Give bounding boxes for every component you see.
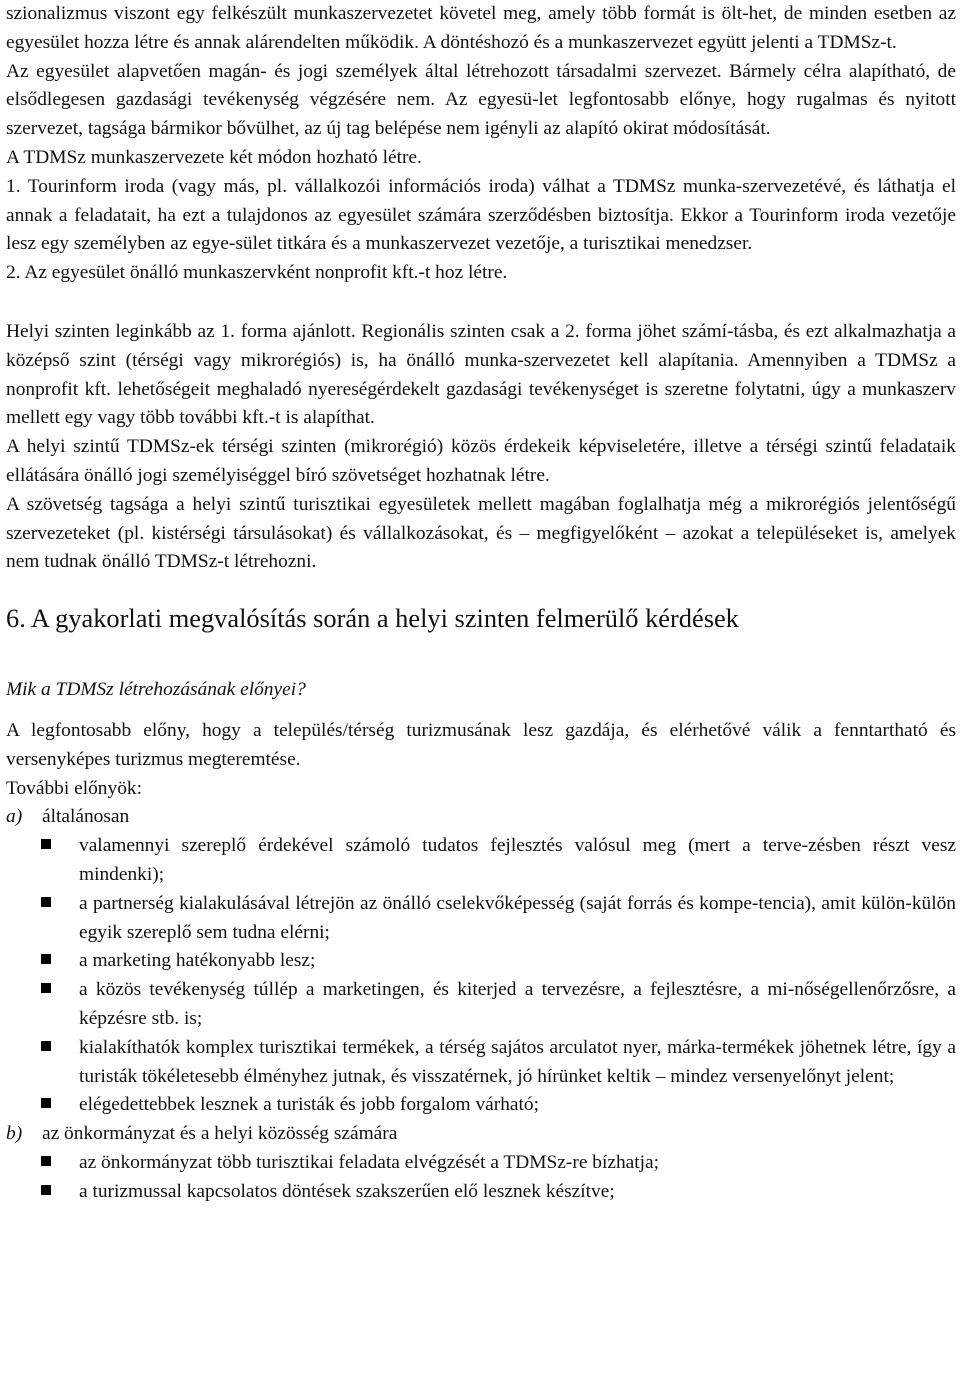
paragraph: A TDMSz munkaszervezete két módon hozható létre. (6, 146, 422, 168)
list-label: b) (6, 1123, 23, 1145)
paragraph: További előnyök: (6, 777, 142, 799)
paragraph: A legfontosabb előny, hogy a település/térség turizmusának lesz gazdája, és elérhetővé válik a fenntartható és versenyképes turizmus megteremtése. (6, 719, 956, 770)
paragraph: Helyi szinten leginkább az 1. forma ajánlott. Regionális szinten csak a 2. forma jöhet számí-tásba, és ezt alkalmazhatja a középső szint (térségi vagy mikrorégiós) is, ha önálló munka-szervezetet kell alapítania. Amennyiben a TDMSz a nonprofit kft. lehetőségeit meghaladó nyereségérdekelt gazdasági tevékenységet is szeretne folytatni, úgy a munkaszerv mellett egy vagy több további kft.-t is alapíthat. (6, 320, 956, 429)
numbered-item: 2. Az egyesület önálló munkaszervként nonprofit kft.-t hoz létre. (6, 262, 508, 284)
subheading: Mik a TDMSz létrehozásának előnyei? (6, 679, 306, 701)
paragraph: szionalizmus viszont egy felkészült munkaszervezetet követel meg, amely több formát is ölt-het, de minden esetben az egyesület hozza létre és annak alárendelten működik. A döntéshozó és a munkaszervezet együtt jelenti a TDMSz-t. (6, 3, 956, 53)
square-bullet-icon (41, 1185, 51, 1195)
list-item: a marketing hatékonyabb lesz; (6, 947, 956, 976)
numbered-item: 1. Tourinform iroda (vagy más, pl. vállalkozói információs iroda) válhat a TDMSz munka-szervezetévé, és láthatja el annak a feladatait, ha ezt a tulajdonos az egyesület számára szerződésben biztosítja. Ekkor a Tourinform iroda vezetője lesz egy személyben az egye-sület titkára és a munkaszervezet vezetője, a turisztikai menedzser. (6, 175, 956, 255)
list-title: az önkormányzat és a helyi közösség számára (42, 1123, 398, 1145)
list-item: a partnerség kialakulásával létrejön az önálló cselekvőképesség (saját forrás és kompe-tencia), amit külön-külön egyik szereplő sem tudna elérni; (6, 890, 956, 948)
square-bullet-icon (41, 983, 51, 993)
paragraph: A helyi szintű TDMSz-ek térségi szinten (mikrorégió) közös érdekeik képviseletére, illetve a térségi szintű feladataik ellátására önálló jogi személyiséggel bíró szövetséget hozhatnak létre. (6, 436, 956, 486)
list-item: az önkormányzat több turisztikai feladata elvégzését a TDMSz-re bízhatja; (6, 1149, 956, 1178)
list-item: elégedettebbek lesznek a turisták és jobb forgalom várható; (6, 1091, 956, 1120)
list-label: a) (6, 806, 23, 828)
spacer (6, 705, 956, 717)
paragraph: A szövetség tagsága a helyi szintű turisztikai egyesületek mellett magában foglalhatja még a mikrorégiós jelentőségű szervezeteket (pl. kistérségi társulásokat) és vállalkozásokat, és – megfigyelőként – azokat a településeket is, amelyek nem tudnak önálló TDMSz-t létrehozni. (6, 493, 956, 573)
square-bullet-icon (41, 1156, 51, 1166)
square-bullet-icon (41, 1041, 51, 1051)
bullet-list-a (6, 832, 956, 1120)
document-page (6, 0, 956, 1206)
list-title: általánosan (42, 806, 130, 828)
list-item: a turizmussal kapcsolatos döntések szakszerűen elő lesznek készítve; (6, 1178, 956, 1207)
spacer (6, 288, 956, 318)
list-item: a közös tevékenység túllép a marketingen, és kiterjed a tervezésre, a fejlesztésre, a mi-nőségellenőrzősre, a képzésre stb. is; (6, 976, 956, 1034)
bullet-list-b (6, 1149, 956, 1207)
list-item: valamennyi szereplő érdekével számoló tudatos fejlesztés valósul meg (mert a terve-zésben részt vesz mindenki); (6, 832, 956, 890)
list-a-header (6, 803, 956, 832)
square-bullet-icon (41, 897, 51, 907)
list-item: kialakíthatók komplex turisztikai termékek, a térség sajátos arculatot nyer, márka-termékek jöhetnek létre, így a turisták tökéletesebb élményhez jutnak, és visszatérnek, jó hírünket keltik – mindez versenyelőnyt jelent; (6, 1034, 956, 1092)
list-b-header (6, 1120, 956, 1149)
paragraph: Az egyesület alapvetően magán- és jogi személyek által létrehozott társadalmi szervezet. Bármely célra alapítható, de elsődlegesen gazdasági tevékenység végzésére nem. Az egyesü-let legfontosabb előnye, hogy rugalmas és nyitott szervezet, tagsága bármikor bővülhet, az új tag belépése nem igényli az alapító okirat módosítását. (6, 60, 956, 140)
square-bullet-icon (41, 1098, 51, 1108)
square-bullet-icon (41, 839, 51, 849)
square-bullet-icon (41, 954, 51, 964)
section-heading: 6. A gyakorlati megvalósítás során a helyi szinten felmerülő kérdések (6, 603, 739, 634)
